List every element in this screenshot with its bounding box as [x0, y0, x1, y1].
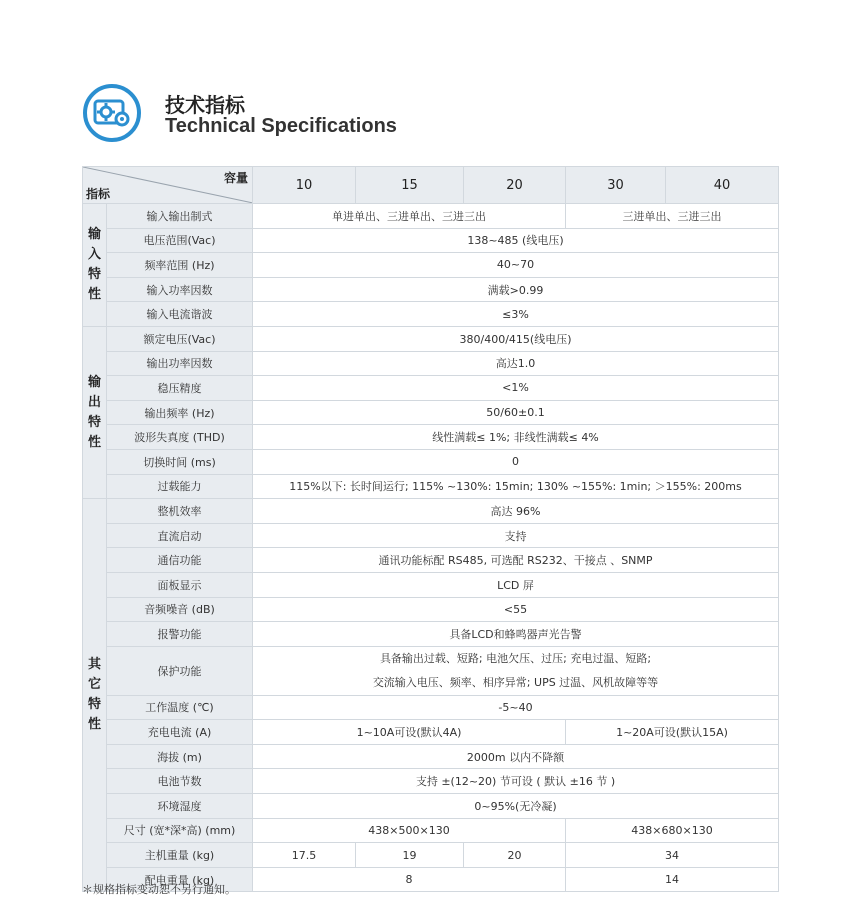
row-value: <55 — [253, 597, 779, 622]
row-value: LCD 屏 — [253, 572, 779, 597]
row-value: 17.5 — [253, 843, 356, 868]
row-value: <1% — [253, 376, 779, 401]
table-row — [83, 622, 779, 647]
table-row — [83, 818, 779, 843]
table-row — [83, 253, 779, 278]
row-label: 通信功能 — [107, 548, 253, 573]
row-value: 满载>0.99 — [253, 277, 779, 302]
table-row — [83, 499, 779, 524]
row-value: 0 — [253, 449, 779, 474]
page-title-cn: 技术指标 — [165, 93, 245, 117]
table-row — [83, 548, 779, 573]
table-header-row — [83, 167, 779, 204]
row-label: 海拔 (m) — [107, 744, 253, 769]
row-label: 切换时间 (ms) — [107, 449, 253, 474]
row-label: 频率范围 (Hz) — [107, 253, 253, 278]
table-row — [83, 720, 779, 745]
corner-cell — [83, 167, 253, 204]
row-label: 尺寸 (宽*深*高) (mm) — [107, 818, 253, 843]
protection-line-1: 具备输出过载、短路; 电池欠压、过压; 充电过温、短路; — [379, 651, 652, 665]
row-label: 输入电流谐波 — [107, 302, 253, 327]
row-value: 高达1.0 — [253, 351, 779, 376]
row-label: 输出频率 (Hz) — [107, 400, 253, 425]
table-row — [83, 449, 779, 474]
table-row — [83, 523, 779, 548]
row-label: 波形失真度 (THD) — [107, 425, 253, 450]
row-value: 438×500×130 — [253, 818, 566, 843]
row-value: 线性满载≤ 1%; 非线性满载≤ 4% — [253, 425, 779, 450]
table-row — [83, 597, 779, 622]
row-label: 面板显示 — [107, 572, 253, 597]
row-value: 19 — [356, 843, 464, 868]
table-row — [83, 228, 779, 253]
table-row — [83, 794, 779, 819]
table-row — [83, 695, 779, 720]
gear-in-circle-icon — [82, 83, 142, 143]
row-value: 34 — [566, 843, 779, 868]
corner-spec-label: 指标 — [86, 187, 111, 201]
row-value: 通讯功能标配 RS485, 可选配 RS232、干接点 、SNMP — [253, 548, 779, 573]
row-value: 438×680×130 — [566, 818, 779, 843]
row-label: 稳压精度 — [107, 376, 253, 401]
row-value: 支持 ±(12~20) 节可设 ( 默认 ±16 节 ) — [253, 769, 779, 794]
row-value: 138~485 (线电压) — [253, 228, 779, 253]
group-output: 输出特性 — [83, 326, 107, 498]
row-value: 单进单出、三进单出、三进三出 — [253, 204, 566, 229]
row-value: 40~70 — [253, 253, 779, 278]
row-value: 50/60±0.1 — [253, 400, 779, 425]
row-label: 输入输出制式 — [107, 204, 253, 229]
row-label: 电池节数 — [107, 769, 253, 794]
row-label: 额定电压(Vac) — [107, 326, 253, 351]
table-row — [83, 572, 779, 597]
row-value: 115%以下: 长时间运行; 115% ~130%: 15min; 130% ~155%: 1min; ＞155%: 200ms — [253, 474, 779, 499]
row-label: 环境湿度 — [107, 794, 253, 819]
row-label: 配电重量 (kg) — [107, 867, 253, 892]
corner-capacity-label: 容量 — [223, 171, 248, 185]
group-input: 输入特性 — [83, 204, 107, 327]
row-value: 高达 96% — [253, 499, 779, 524]
table-row — [83, 326, 779, 351]
group-other: 其它特性 — [83, 499, 107, 892]
row-value: 具备LCD和蜂鸣器声光告警 — [253, 622, 779, 647]
row-label: 报警功能 — [107, 622, 253, 647]
row-value — [253, 646, 779, 695]
footnote: ＊规格指标变动恕不另行通知。 — [82, 883, 236, 896]
row-value: 三进单出、三进三出 — [566, 204, 779, 229]
table-row — [83, 302, 779, 327]
row-label: 音频噪音 (dB) — [107, 597, 253, 622]
table-row — [83, 425, 779, 450]
capacity-20: 20 — [464, 167, 566, 204]
row-value: -5~40 — [253, 695, 779, 720]
row-value: 1~10A可设(默认4A) — [253, 720, 566, 745]
row-value: 0~95%(无冷凝) — [253, 794, 779, 819]
row-label: 保护功能 — [107, 646, 253, 695]
row-label: 输入功率因数 — [107, 277, 253, 302]
table-row — [83, 769, 779, 794]
row-label: 电压范围(Vac) — [107, 228, 253, 253]
row-label: 过载能力 — [107, 474, 253, 499]
capacity-40: 40 — [666, 167, 779, 204]
row-value: 支持 — [253, 523, 779, 548]
row-label: 整机效率 — [107, 499, 253, 524]
capacity-10: 10 — [253, 167, 356, 204]
row-value: ≤3% — [253, 302, 779, 327]
row-value: 20 — [464, 843, 566, 868]
table-row — [83, 376, 779, 401]
table-row — [83, 744, 779, 769]
table-row — [83, 400, 779, 425]
row-value: 2000m 以内不降额 — [253, 744, 779, 769]
table-row — [83, 843, 779, 868]
page-title-en: Technical Specifications — [165, 115, 397, 137]
row-label: 主机重量 (kg) — [107, 843, 253, 868]
capacity-15: 15 — [356, 167, 464, 204]
protection-line-2: 交流输入电压、频率、相序异常; UPS 过温、风机故障等等 — [372, 675, 659, 689]
table-row — [83, 351, 779, 376]
row-value: 14 — [566, 867, 779, 892]
row-value: 380/400/415(线电压) — [253, 326, 779, 351]
table-row — [83, 204, 779, 229]
table-row — [83, 646, 779, 695]
row-label: 输出功率因数 — [107, 351, 253, 376]
row-label: 工作温度 (℃) — [107, 695, 253, 720]
spec-table — [82, 166, 779, 892]
row-label: 充电电流 (A) — [107, 720, 253, 745]
table-row — [83, 277, 779, 302]
row-label: 直流启动 — [107, 523, 253, 548]
row-value: 8 — [253, 867, 566, 892]
capacity-30: 30 — [566, 167, 666, 204]
table-row — [83, 474, 779, 499]
row-value: 1~20A可设(默认15A) — [566, 720, 779, 745]
